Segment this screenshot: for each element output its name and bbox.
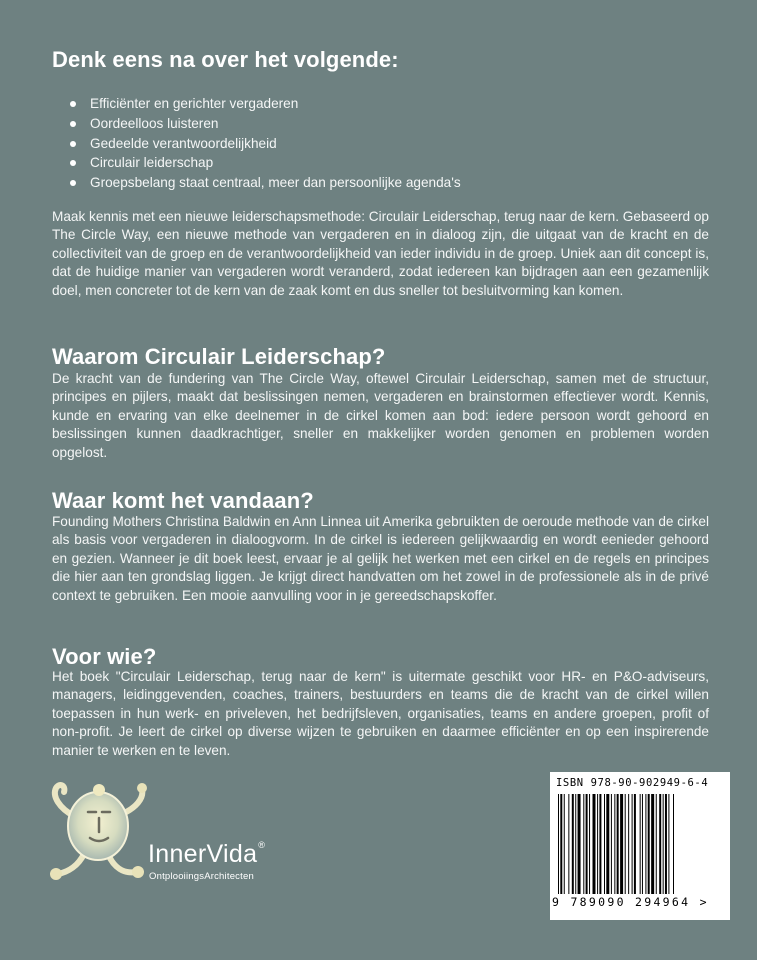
why-heading: Waarom Circulair Leiderschap? bbox=[52, 344, 386, 369]
barcode-bar bbox=[617, 794, 619, 894]
origin-paragraph: Founding Mothers Christina Baldwin en Ann Linnea uit Amerika gebruikten de oeroude methode van de cirkel als basis voor vergaderen in dialoogvorm. In de cirkel is iedereen gelijkwaardig en wordt eenieder gehoord en gezien. Wanneer je dit boek leest, ervaar je al gelijk het werken met een cirkel en de regels en principes die hier aan ten grondslag liggen. Je krijgt direct handvatten om het zowel in de professionele als in de privé context te gebruiken. Een mooie aanvulling voor in je gereedschapskoffer. bbox=[52, 514, 709, 603]
barcode-bar bbox=[620, 794, 623, 894]
barcode-bar bbox=[606, 794, 609, 894]
barcode-bar bbox=[656, 794, 657, 894]
intro-heading: Denk eens na over het volgende: bbox=[52, 47, 399, 72]
list-item: Oordeelloos luisteren bbox=[70, 114, 461, 134]
barcode-bar bbox=[572, 794, 574, 894]
who-heading: Voor wie? bbox=[52, 644, 157, 669]
barcode-bar bbox=[586, 794, 588, 894]
list-item: Groepsbelang staat centraal, meer dan persoonlijke agenda's bbox=[70, 173, 461, 193]
barcode-bar bbox=[663, 794, 664, 894]
barcode-bar bbox=[589, 794, 590, 894]
barcode-bar bbox=[673, 794, 674, 894]
list-item: Gedeelde verantwoordelijkheid bbox=[70, 134, 461, 154]
barcode-number: 9 789090 294964 > bbox=[552, 895, 709, 909]
barcode-bar bbox=[611, 794, 612, 894]
who-paragraph: Het boek "Circulair Leiderschap, terug naar de kern" is uitermate geschikt voor HR- en P&O-adviseurs, managers, leidinggevenden, coaches, trainers, bestuurders en teams die de kracht van de cirkel willen toepassen in hun werk- en priveleven, het bedrijfsleven, organisaties, teams en andere groepen, profit of non-profit. Je leert de cirkel op diverse wijzen te gebruiken en daarmee efficiënter en op een inspirerende manier te werken en te leven. bbox=[52, 669, 709, 758]
barcode-bar bbox=[564, 794, 565, 894]
isbn-label: ISBN 978-90-902949-6-4 bbox=[556, 777, 709, 789]
barcode-bar bbox=[604, 794, 605, 894]
barcode-bar bbox=[568, 794, 569, 894]
figure-logo-icon bbox=[44, 768, 154, 888]
barcode-bar bbox=[593, 794, 596, 894]
intro-paragraph: Maak kennis met een nieuwe leiderschapsmethode: Circulair Leiderschap, terug naar de kern. Gebaseerd op The Circle Way, een nieuwe methode van vergaderen en in dialoog zijn, die uitgaat van de kracht en de collectiviteit van de groep en de verantwoordelijkheid van ieder individu in de groep. Uniek aan dit concept is, dat de huidige manier van vergaderen wordt veranderd, zodat iedereen kan bijdragen aan een gezamenlijk doel, men concreter tot de kern van de zaak komt en dus sneller tot besluitvorming kan komen. bbox=[52, 209, 709, 298]
barcode-bar bbox=[558, 794, 559, 894]
barcode-bar bbox=[578, 794, 581, 894]
barcode-bar bbox=[599, 794, 601, 894]
barcode-bar bbox=[659, 794, 661, 894]
barcode-bar bbox=[632, 794, 633, 894]
barcode-bars bbox=[558, 794, 722, 894]
list-item: Circulair leiderschap bbox=[70, 153, 461, 173]
barcode-bar bbox=[642, 794, 643, 894]
barcode-bar bbox=[575, 794, 576, 894]
barcode-bar bbox=[560, 794, 562, 894]
barcode-bar bbox=[645, 794, 646, 894]
publisher-name: InnerVida® bbox=[148, 840, 266, 868]
publisher-tagline: OntplooiingsArchitecten bbox=[149, 871, 254, 882]
barcode-bar bbox=[651, 794, 654, 894]
barcode-bar bbox=[583, 794, 584, 894]
why-paragraph: De kracht van de fundering van The Circle Way, oftewel Circulair Leiderschap, samen met de structuur, principes en pijlers, maakt dat beslissingen nemen, vergaderen en brainstormen effectiever wordt. Kennis, kunde en ervaring van elke deelnemer in de cirkel komen aan bod: iedere persoon wordt gehoord en beslissingen kunnen daadkrachtiger, sneller en makkelijker worden genomen en problemen worden opgelost. bbox=[52, 371, 709, 460]
list-item: Efficiënter en gerichter vergaderen bbox=[70, 94, 461, 114]
publisher-logo bbox=[44, 768, 304, 888]
barcode-bar bbox=[597, 794, 598, 894]
barcode-bar bbox=[668, 794, 669, 894]
barcode-bar bbox=[648, 794, 650, 894]
barcode-bar bbox=[665, 794, 667, 894]
barcode-bar bbox=[625, 794, 626, 894]
key-points-list bbox=[70, 94, 461, 193]
barcode-bar bbox=[634, 794, 636, 894]
barcode-bar bbox=[614, 794, 615, 894]
isbn-barcode bbox=[550, 772, 730, 920]
barcode-bar bbox=[640, 794, 641, 894]
barcode-bar bbox=[628, 794, 629, 894]
origin-heading: Waar komt het vandaan? bbox=[52, 488, 314, 513]
